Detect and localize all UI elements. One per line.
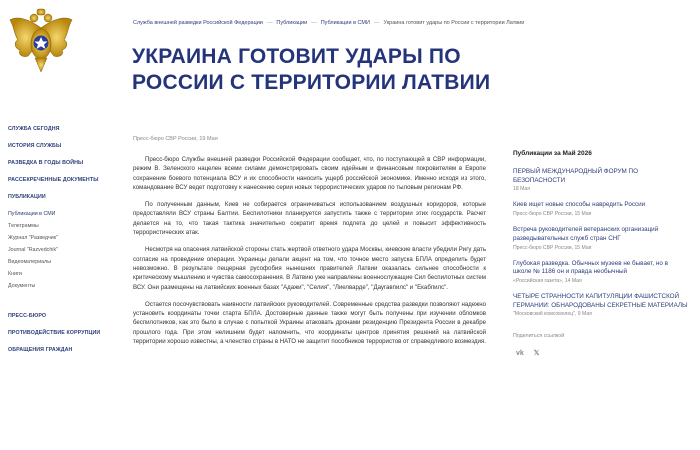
publication-link[interactable]: Встреча руководителей ветеранских организаций разведывательных служб стран СНГ bbox=[513, 226, 659, 242]
article-paragraph: Пресс-бюро Службы внешней разведки Российской Федерации сообщает, что, по поступающей в СВР информации, режим В. Зеленского нацелен всеми силами демонстрировать своим идейным и финансовым покровителям в Европе сохранение боевого потенциала ВСУ и их способности наносить ущерб российской экономике. Именно исходя из этого, командование ВСУ ведет подготовку к нанесению серии новых террористических ударов по тыловым регионам РФ. bbox=[133, 156, 486, 191]
sidebar bbox=[0, 0, 118, 450]
sidebar-item-war-intelligence[interactable]: РАЗВЕДКА В ГОДЫ ВОЙНЫ bbox=[8, 160, 84, 166]
publication-link[interactable]: Киев ищет новые способы навредить России bbox=[513, 201, 646, 209]
publications-heading: Публикации за Май 2026 bbox=[513, 150, 592, 157]
publication-meta: «Российская газета», 14 Мая bbox=[513, 277, 582, 284]
article-paragraph: Несмотря на опасения латвийской стороны стать жертвой ответного удара Москвы, киевские власти убедили Ригу дать согласие на проведение операции. Украинцы делали акцент на том, что точное место запуска БПЛА определить будет невозможно. В результате пещерная русофобия нынешних правителей Латвии оказалась сильнее способности к критическому мышлению и чувства самосохранения. В Латвию уже направлены военнослужащие Сил беспилотных систем ВСУ. Они размещены на латвийских военных базах "Адажи", "Селия", "Лиелварде", "Даугавпилс" и "Екабпилс". bbox=[133, 246, 486, 291]
sidebar-item-journal-ru[interactable]: Журнал "Разведчик" bbox=[8, 235, 58, 241]
share-icons bbox=[513, 349, 688, 357]
breadcrumb-separator: — bbox=[373, 20, 380, 26]
publication-item bbox=[513, 168, 688, 192]
twitter-icon[interactable]: 𝕏 bbox=[533, 350, 540, 358]
breadcrumb-home[interactable]: Служба внешней разведки Российской Федерации bbox=[133, 20, 263, 26]
sidebar-item-service-today[interactable]: СЛУЖБА СЕГОДНЯ bbox=[8, 126, 60, 132]
publication-item bbox=[513, 226, 688, 250]
article-paragraph: По полученным данным, Киев не собирается ограничиваться использованием воздушных коридоров, которые предоставляли ВСУ страны Балтии. Беспилотники планируется запустить также с территории этих государств. Расчет делается на то, что такая тактика значительно сократит время подлета до целей и повысит эффективность террористических атак. bbox=[133, 201, 486, 237]
svr-emblem-logo[interactable] bbox=[6, 6, 76, 76]
publication-link[interactable]: Глубокая разведка. Обычных музеев не бывает, но в школе № 1186 он и правда необычный bbox=[513, 259, 669, 276]
publications-sidebar bbox=[513, 150, 688, 357]
article-meta: Пресс-бюро СВР России, 19 Мая bbox=[133, 136, 218, 142]
sidebar-item-anti-corruption[interactable]: ПРОТИВОДЕЙСТВИЕ КОРРУПЦИИ bbox=[8, 330, 101, 336]
sidebar-item-citizen-appeals[interactable]: ОБРАЩЕНИЯ ГРАЖДАН bbox=[8, 347, 73, 353]
breadcrumb-publications[interactable]: Публикации bbox=[276, 20, 308, 26]
publication-link[interactable]: ПЕРВЫЙ МЕЖДУНАРОДНЫЙ ФОРУМ ПО БЕЗОПАСНОСТИ bbox=[513, 168, 638, 184]
article-paragraph: Остается посочувствовать наивности латвийских руководителей. Современные средства разведки позволяют надежно установить координаты точки старта БПЛА. Достоверные данные также могут быть получены при изучении обломков беспилотников, как это было в случае с попыткой Украины атаковать дронами резиденцию Президента России в декабре прошлого года. При этом нелишним будет напомнить, что координаты центров принятия решений на латвийской территории хорошо известны, а членство страны в НАТО не защитит пособников террористов от справедливого возмездия. bbox=[133, 300, 486, 346]
sidebar-item-media-publications[interactable]: Публикации в СМИ bbox=[8, 211, 56, 217]
page-title: УКРАИНА ГОТОВИТ УДАРЫ ПО РОССИИ С ТЕРРИТОРИИ ЛАТВИИ bbox=[132, 45, 491, 94]
publication-meta: "Московский комсомолец", 9 Мая bbox=[513, 311, 592, 318]
publication-item bbox=[513, 201, 688, 217]
breadcrumb-media[interactable]: Публикации в СМИ bbox=[320, 20, 370, 26]
publication-item bbox=[513, 293, 688, 317]
publication-meta: 18 Мая bbox=[513, 186, 530, 193]
publication-link[interactable]: ЧЕТЫРЕ СТРАННОСТИ КАПИТУЛЯЦИИ ФАШИСТСКОЙ ГЕРМАНИИ: ОБНАРОДОВАНЫ СЕКРЕТНЫЕ МАТЕРИАЛЫ bbox=[513, 292, 688, 309]
sidebar-nav bbox=[8, 126, 116, 353]
breadcrumb-separator: — bbox=[311, 20, 317, 26]
sidebar-item-telegrams[interactable]: Телеграммы bbox=[8, 223, 39, 229]
sidebar-item-documents[interactable]: Документы bbox=[8, 283, 36, 289]
sidebar-item-history[interactable]: ИСТОРИЯ СЛУЖБЫ bbox=[8, 143, 62, 149]
publication-meta: Пресс-бюро СВР России, 15 Мая bbox=[513, 211, 592, 218]
vk-icon[interactable]: vk bbox=[516, 349, 524, 357]
sidebar-item-declassified[interactable]: РАССЕКРЕЧЕННЫЕ ДОКУМЕНТЫ bbox=[8, 177, 99, 183]
article-body bbox=[133, 155, 486, 354]
sidebar-item-publications[interactable]: ПУБЛИКАЦИИ bbox=[8, 194, 46, 200]
sidebar-item-video[interactable]: Видеоматериалы bbox=[8, 259, 52, 265]
sidebar-item-journal-en[interactable]: Journal "Razvedchik" bbox=[8, 247, 58, 253]
publication-meta: Пресс-бюро СВР России, 15 Мая bbox=[513, 244, 592, 251]
publication-item bbox=[513, 260, 688, 284]
share-label: Поделиться ссылкой bbox=[513, 333, 565, 340]
sidebar-item-books[interactable]: Книги bbox=[8, 271, 22, 277]
breadcrumb-separator: — bbox=[266, 20, 273, 26]
breadcrumb-current: Украина готовит удары по России с территории Латвии bbox=[383, 20, 525, 26]
sidebar-item-press-bureau[interactable]: ПРЕСС-БЮРО bbox=[8, 313, 47, 319]
breadcrumb bbox=[133, 20, 524, 26]
